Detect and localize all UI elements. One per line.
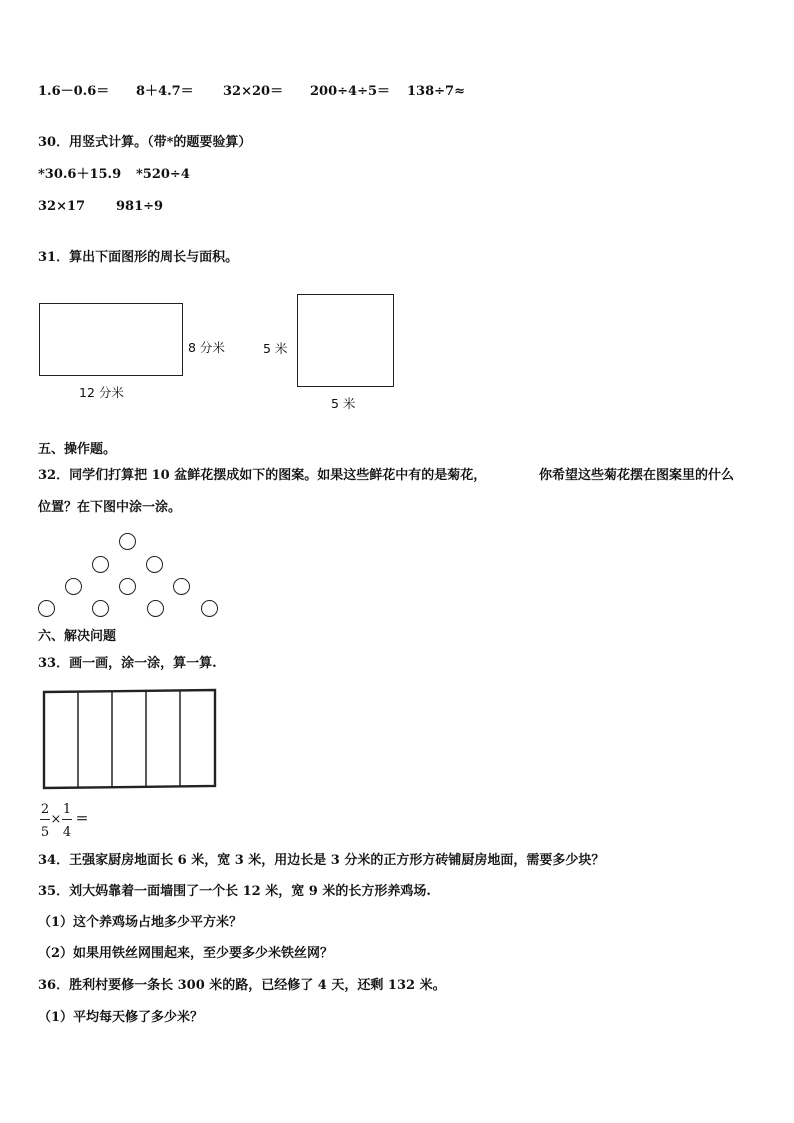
calc-item-4: 200÷4÷5＝ — [310, 84, 391, 99]
section-5-heading: 五、操作题。 — [38, 442, 117, 457]
q32-line2: 位置？在下图中涂一涂。 — [38, 500, 182, 515]
calc-item-2: 8＋4.7＝ — [136, 84, 194, 99]
rect-height-label: 8 分米 — [188, 340, 225, 355]
q32-line1-a: 32．同学们打算把 10 盆鲜花摆成如下的图案。如果这些鲜花中有的是菊花， — [38, 468, 487, 483]
q30-item-3: 32×17 — [38, 199, 86, 214]
fraction-2-numerator: 1 — [62, 802, 72, 817]
flower-circle[interactable] — [119, 578, 136, 595]
section-6-heading: 六、解决问题 — [38, 629, 117, 644]
square-side-label: 5 米 — [263, 341, 288, 356]
square-bottom-label: 5 米 — [331, 396, 356, 411]
flower-circle[interactable] — [201, 600, 218, 617]
q30-item-1: *30.6＋15.9 — [38, 167, 122, 182]
rectangle-figure — [39, 303, 183, 376]
q30-item-2: *520÷4 — [136, 167, 190, 182]
flower-circle[interactable] — [119, 533, 136, 550]
flower-circle[interactable] — [146, 556, 163, 573]
q35-title: 35．刘大妈靠着一面墙围了一个长 12 米，宽 9 米的长方形养鸡场. — [38, 884, 431, 899]
calc-item-5: 138÷7≈ — [407, 84, 465, 99]
q30-title: 30．用竖式计算。（带*的题要验算） — [38, 135, 252, 150]
q36-title: 36．胜利村要修一条长 300 米的路，已经修了 4 天，还剩 132 米。 — [38, 978, 446, 993]
calc-item-1: 1.6－0.6＝ — [38, 84, 110, 99]
q35-sub1: （1）这个养鸡场占地多少平方米？ — [38, 915, 243, 930]
q34-text: 34．王强家厨房地面长 6 米，宽 3 米，用边长是 3 分米的正方形方砖铺厨房地面，需要多少块？ — [38, 853, 605, 868]
flower-circle[interactable] — [65, 578, 82, 595]
q35-sub2: （2）如果用铁丝网围起来，至少要多少米铁丝网？ — [38, 946, 334, 961]
q33-title: 33．画一画，涂一涂，算一算. — [38, 656, 217, 671]
grid-outline — [44, 690, 215, 788]
fraction-1-bar — [40, 819, 50, 820]
fraction-1-numerator: 2 — [40, 802, 50, 817]
fraction-1-denominator: 5 — [40, 825, 50, 840]
q36-sub1: （1）平均每天修了多少米？ — [38, 1010, 204, 1025]
fraction-2-bar — [62, 819, 72, 820]
times-sign: × — [50, 812, 62, 827]
square-figure — [297, 294, 394, 387]
q32-line1-b: 你希望这些菊花摆在图案里的什么 — [539, 468, 735, 483]
equals-sign: ＝ — [75, 812, 89, 827]
fraction-grid — [40, 687, 220, 793]
flower-circle[interactable] — [92, 600, 109, 617]
q30-item-4: 981÷9 — [116, 199, 164, 214]
flower-circle[interactable] — [92, 556, 109, 573]
flower-circle[interactable] — [173, 578, 190, 595]
flower-circle[interactable] — [147, 600, 164, 617]
q31-title: 31．算出下面图形的周长与面积。 — [38, 250, 239, 265]
calc-item-3: 32×20＝ — [223, 84, 284, 99]
flower-circle[interactable] — [38, 600, 55, 617]
fraction-2-denominator: 4 — [62, 825, 72, 840]
rect-width-label: 12 分米 — [79, 385, 124, 400]
